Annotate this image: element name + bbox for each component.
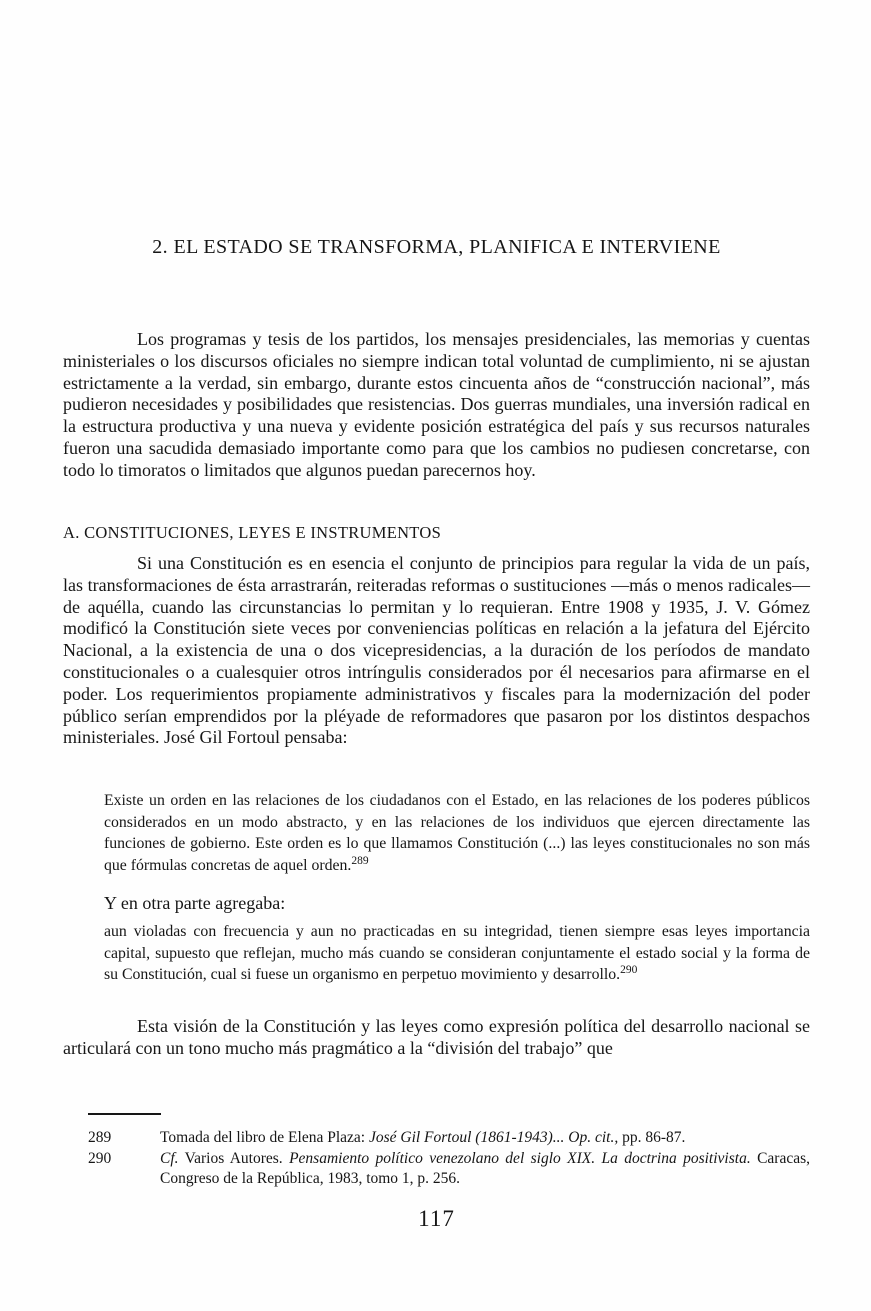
footnote-289-text — [160, 1128, 810, 1149]
footnote-290-segment-roman-2: Caracas, Congreso de la República, 1983, tomo 1, p. 256. — [160, 1149, 810, 1187]
footnote-289-number: 289 — [88, 1129, 112, 1146]
footnote-290-segment-roman: Varios Autores. — [178, 1149, 290, 1167]
footnote-290 — [63, 1149, 810, 1190]
blockquote-2 — [63, 921, 810, 986]
footnote-289 — [63, 1128, 810, 1149]
page-number: 117 — [418, 1206, 455, 1231]
paragraph-2: Si una Constitución es en esencia el conjunto de principios para regular la vida de un país, las transformaciones de ésta arrastrarán, reiteradas reformas o sustituciones —más o menos radicales— de aquélla, cuando las circunstancias lo permitan y lo requieran. Entre 1908 y 1935, J. V. Gómez modificó la Constitución siete veces por conveniencias políticas en relación a la jefatura del Ejército Nacional, a la existencia de una o dos vicepresidencias, a la duración de los períodos de mandato constitucionales o a cualesquier otros intríngulis considerados por él necesarios para afirmarse en el poder. Los requerimientos propiamente administrativos y fiscales para la modernización del poder público serían emprendidos por la pléyade de reformadores que pasaron por los distintos despachos ministeriales. José Gil Fortoul pensaba: — [63, 553, 810, 748]
footnote-290-number: 290 — [88, 1149, 112, 1167]
footnote-290-segment-italic: Cf. — [160, 1149, 179, 1167]
footnote-289-segment-italic: José Gil Fortoul (1861-1943)... Op. cit., — [368, 1129, 619, 1146]
section-heading-a: A. CONSTITUCIONES, LEYES E INSTRUMENTOS — [63, 523, 442, 542]
paragraph-1: Los programas y tesis de los partidos, los mensajes presidenciales, las memorias y cuentas ministeriales o los discursos oficiales no siempre indican total voluntad de cumplimiento, ni se ajustan estrictamente a la verdad, sin embargo, durante estos cincuenta años de “construcción nacional”, más pudieron necesidades y posibilidades que resistencias. Dos guerras mundiales, una inversión radical en la estructura productiva y una nueva y evidente posición estratégica del país y sus recursos naturales fueron una sacudida demasiado importante como para que los cambios no pudiesen concretarse, con todo lo timoratos o limitados que algunos puedan parecernos hoy. — [63, 329, 810, 480]
footnote-divider-rule — [88, 1113, 161, 1115]
blockquote-1 — [63, 790, 810, 876]
footnote-290-segment-italic-2: Pensamiento político venezolano del siglo XIX. La doctrina positivista. — [289, 1149, 751, 1167]
footnote-ref-289: 289 — [351, 854, 369, 867]
footnote-289-segment-roman: Tomada del libro de Elena Plaza: — [160, 1129, 369, 1146]
interlude-line: Y en otra parte agregaba: — [104, 893, 286, 913]
footnote-ref-290: 290 — [620, 964, 638, 977]
chapter-heading: 2. EL ESTADO SE TRANSFORMA, PLANIFICA E INTERVIENE — [152, 236, 721, 258]
paragraph-3: Esta visión de la Constitución y las leyes como expresión política del desarrollo nacional se articulará con un tono mucho más pragmático a la “división del trabajo” que — [63, 1016, 810, 1058]
footnote-289-segment-roman-2: pp. 86-87. — [618, 1129, 686, 1146]
blockquote-2-text: aun violadas con frecuencia y aun no practicadas en su integridad, tienen siempre esas leyes importancia capital, supuesto que reflejan, mucho más cuando se consideran conjuntamente el estado social y la forma de su Constitución, cual si fuese un organismo en perpetuo movimiento y desarrollo. — [104, 923, 810, 984]
footnote-290-text — [160, 1149, 810, 1190]
blockquote-1-text: Existe un orden en las relaciones de los ciudadanos con el Estado, en las relaciones de los poderes públicos considerados en un modo abstracto, y en las relaciones de los individuos que ejercen directamente las funciones de gobierno. Este orden es lo que llamamos Constitución (...) las leyes constitucionales no son más que fórmulas concretas de aquel orden. — [104, 792, 810, 874]
footnotes-block — [63, 1128, 810, 1190]
